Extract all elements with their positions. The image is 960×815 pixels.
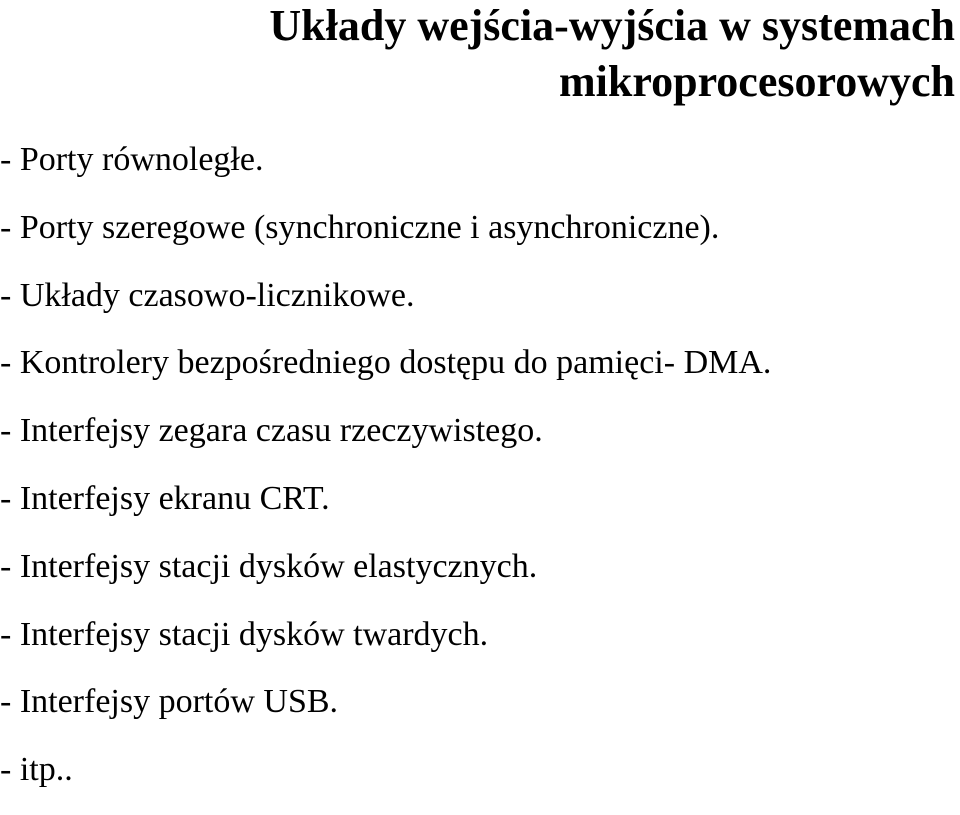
bullet-item-usb-interfaces: - Interfejsy portów USB. [0,683,339,721]
bullet-item-dma-controllers: - Kontrolery bezpośredniego dostępu do pamięci- DMA. [0,344,772,382]
bullet-item-serial-ports: - Porty szeregowe (synchroniczne i asynchroniczne). [0,208,720,246]
slide-title [0,0,955,110]
bullet-item-hard-disk-interfaces: - Interfejsy stacji dysków twardych. [0,615,489,653]
slide-title-line-1: Układy wejścia-wyjścia w systemach [269,1,955,50]
bullet-item-floppy-interfaces: - Interfejsy stacji dysków elastycznych. [0,547,538,585]
bullet-item-rtc-interfaces: - Interfejsy zegara czasu rzeczywistego. [0,412,543,450]
bullet-item-timer-counters: - Układy czasowo-licznikowe. [0,276,415,314]
bullet-item-etc: - itp.. [0,751,73,789]
bullet-item-crt-interfaces: - Interfejsy ekranu CRT. [0,479,330,517]
bullet-item-parallel-ports: - Porty równoległe. [0,141,264,178]
bullet-list [0,137,771,815]
slide-title-line-2: mikroprocesorowych [559,57,955,106]
